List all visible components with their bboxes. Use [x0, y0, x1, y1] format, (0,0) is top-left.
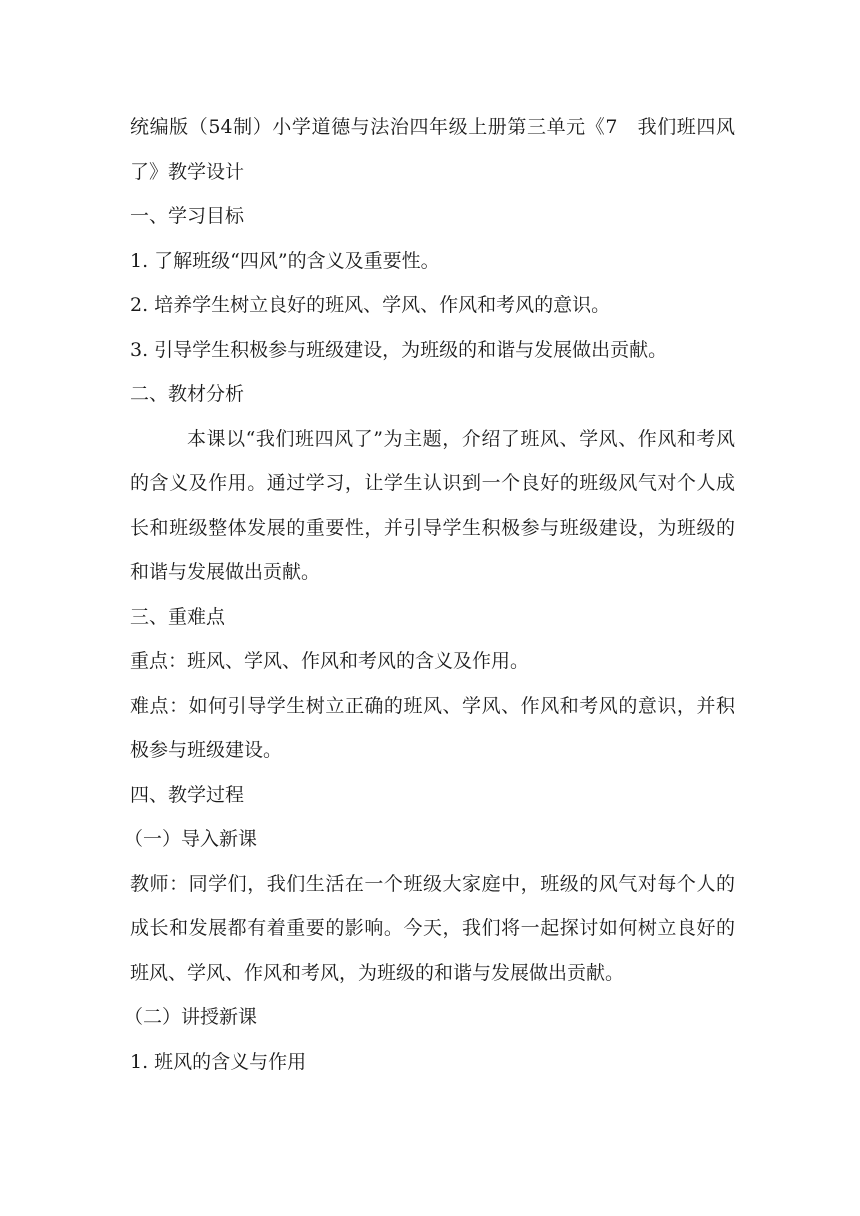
objective-item-3: 3. 引导学生积极参与班级建设，为班级的和谐与发展做出贡献。	[130, 338, 668, 361]
introduction-paragraph: 教师：同学们，我们生活在一个班级大家庭中，班级的风气对每个人的成长和发展都有着重要的影响。今天，我们将一起探讨如何树立良好的班风、学风、作风和考风，为班级的和谐与发展做出贡献。	[130, 872, 735, 984]
document-page	[124, 105, 735, 1084]
section-heading-teaching-process: 四、教学过程	[130, 783, 245, 806]
objective-item-2: 2. 培养学生树立良好的班风、学风、作风和考风的意识。	[130, 294, 611, 316]
subsection-heading-introduction: （一）导入新课	[124, 828, 258, 850]
section-heading-learning-objectives: 一、学习目标	[130, 205, 245, 227]
section-heading-key-difficult-points: 三、重难点	[130, 605, 226, 628]
difficult-point-text: 难点：如何引导学生树立正确的班风、学风、作风和考风的意识，并积极参与班级建设。	[130, 694, 735, 761]
new-lesson-item-1: 1. 班风的含义与作用	[130, 1050, 307, 1073]
material-analysis-paragraph: 本课以“我们班四风了”为主题，介绍了班风、学风、作风和考风的含义及作用。通过学习，让学生认识到一个良好的班级风气对个人成长和班级整体发展的重要性，并引导学生积极参与班级建设，为班级的和谐与发展做出贡献。	[130, 427, 735, 583]
objective-item-1: 1. 了解班级“四风”的含义及重要性。	[130, 249, 440, 272]
subsection-heading-new-lesson: （二）讲授新课	[124, 1006, 258, 1028]
document-title: 统编版（54制）小学道德与法治四年级上册第三单元《7 我们班四风了》教学设计	[130, 116, 735, 183]
key-point-text: 重点：班风、学风、作风和考风的含义及作用。	[130, 650, 530, 672]
section-heading-material-analysis: 二、教材分析	[130, 383, 245, 405]
